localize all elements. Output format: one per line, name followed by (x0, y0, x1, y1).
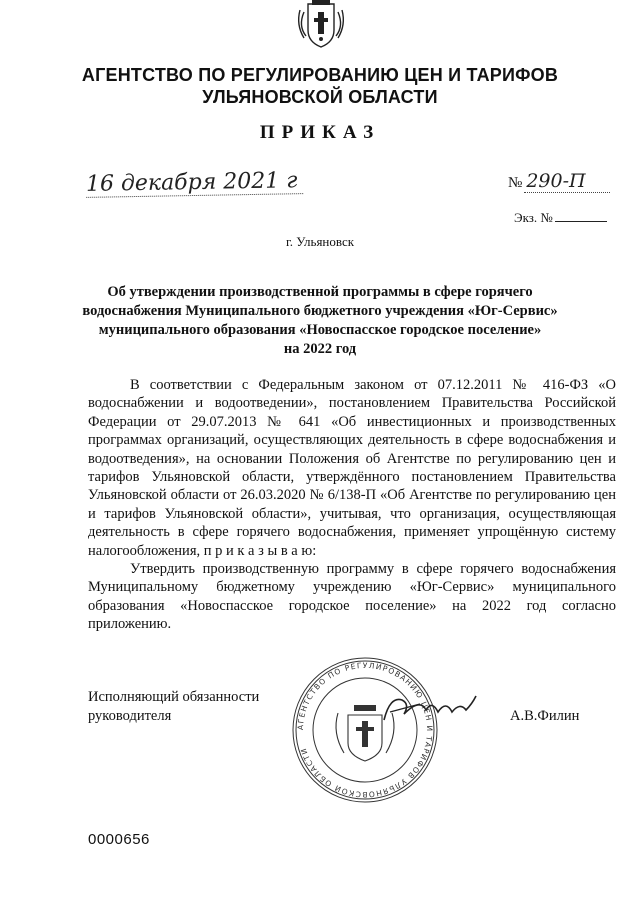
order-title (0, 283, 640, 359)
copy-number-blank (555, 209, 607, 222)
agency-name-line2: УЛЬЯНОВСКОЙ ОБЛАСТИ (202, 87, 438, 107)
agency-name-line1: АГЕНТСТВО ПО РЕГУЛИРОВАНИЮ ЦЕН И ТАРИФОВ (81, 65, 559, 85)
document-type: ПРИКАЗ (259, 122, 381, 143)
title-line2: водоснабжения Муниципального бюджетного учреждения «Юг-Сервис» (82, 303, 558, 319)
document-serial: 0000656 (88, 831, 150, 848)
body-paragraph-1: В соответствии с Федеральным законом от 07.12.2011 № 416-ФЗ «О водоснабжении и водоотведении», постановлением Правительства Российской Федерации от 29.07.2013 № 641 «Об инвестиционных и производственных программах организаций, осуществляющих деятельность в сфере водоснабжения и водоотведения», на основании Положения об Агентстве по регулированию цен и тарифов Ульяновской области, утверждённого постановлением Правительства Ульяновской области от 26.03.2020 № 6/138-П «Об Агентстве по регулированию цен и тарифов Ульяновской области», учитывая, что организация, осуществляющая деятельность в сфере горячего водоснабжения, применяет упрощённую систему налогообложения, п р и к а з ы в а ю: (88, 377, 616, 559)
number-prefix: № (508, 175, 523, 191)
signatory-position (88, 688, 259, 726)
handwritten-signature (380, 690, 480, 730)
position-line2: руководителя (88, 708, 172, 724)
order-body (88, 376, 616, 634)
coat-of-arms-emblem (294, 0, 348, 50)
position-line1: Исполняющий обязанности (88, 689, 260, 705)
signatory-name: А.В.Филин (510, 708, 580, 724)
copy-label: Экз. № (514, 210, 553, 225)
handwritten-number: 290-П (526, 170, 586, 192)
handwritten-date: 16 декабря 2021 г (86, 168, 304, 198)
stamp-text: АГЕНТСТВО ПО РЕГУЛИРОВАНИЮ ЦЕН И ТАРИФОВ УЛЬЯНОВСКОЙ ОБЛАСТИ (295, 660, 435, 800)
body-paragraph-2: Утвердить производственную программу в сфере горячего водоснабжения Муниципальному бюджетному учреждению «Юг-Сервис» муниципального образования «Новоспасское городское поселение» на 2022 год согласно приложению. (88, 561, 616, 633)
title-line1: Об утверждении производственной программы в сфере горячего (107, 284, 533, 300)
agency-name (0, 64, 640, 108)
title-line3: муниципального образования «Новоспасское городское поселение» (98, 322, 542, 338)
copy-number (514, 209, 607, 226)
order-number (508, 170, 618, 192)
city: г. Ульяновск (285, 234, 355, 249)
title-line4: на 2022 год (283, 341, 357, 357)
